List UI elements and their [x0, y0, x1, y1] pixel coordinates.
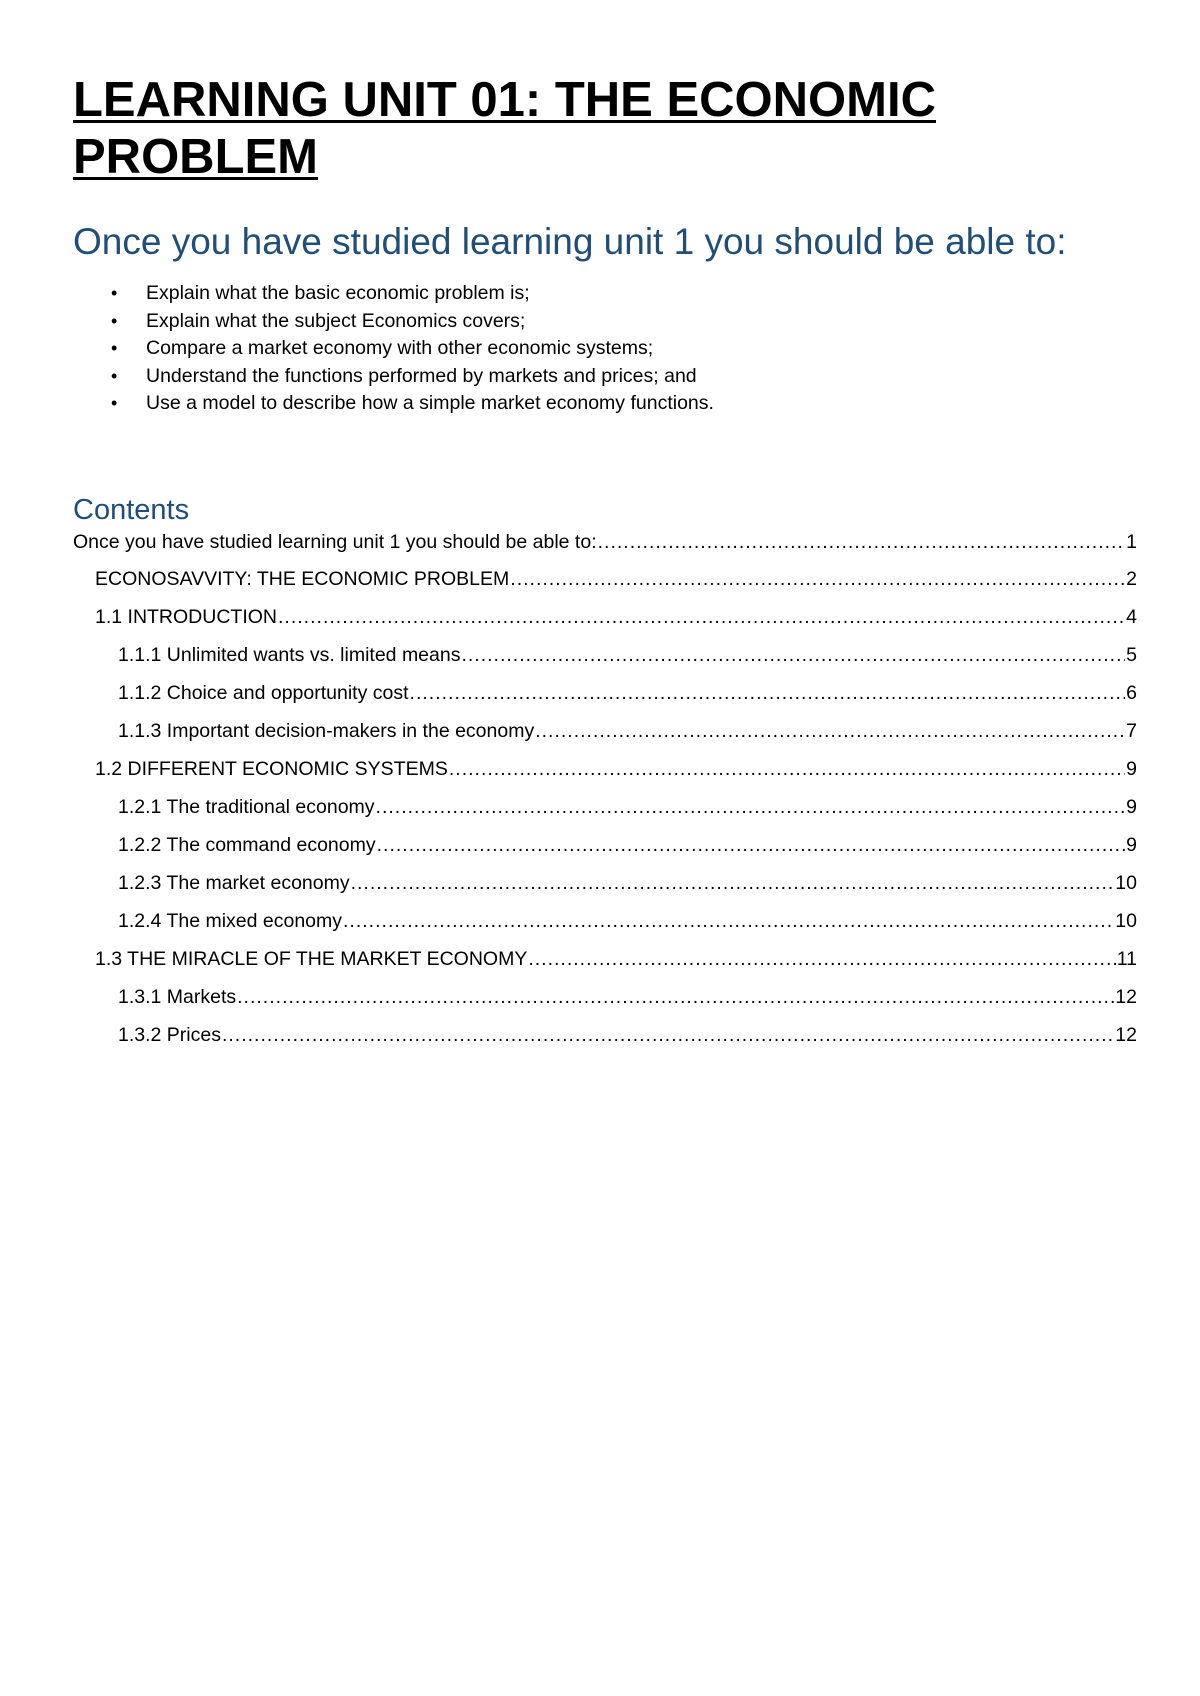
objective-text: Compare a market economy with other economic systems; — [146, 337, 654, 359]
toc-page-number: 2 — [1126, 567, 1137, 590]
toc-entry-text: 1.3 THE MIRACLE OF THE MARKET ECONOMY — [95, 947, 528, 970]
toc-entry-text: 1.2.4 The mixed economy — [118, 909, 343, 932]
toc-page-number: 6 — [1126, 681, 1137, 704]
list-item — [73, 335, 1137, 363]
toc-entry-command-economy[interactable] — [73, 826, 1137, 864]
toc-entry-text: 1.2.3 The market economy — [118, 871, 350, 894]
toc-entry-text: 1.2 DIFFERENT ECONOMIC SYSTEMS — [95, 757, 448, 780]
toc-page-number: 1 — [1126, 530, 1137, 553]
list-item — [73, 363, 1137, 391]
bullet-icon: • — [111, 310, 118, 331]
objective-text: Explain what the basic economic problem is; — [146, 282, 530, 304]
list-item — [73, 308, 1137, 336]
toc-entry-mixed-economy[interactable] — [73, 902, 1137, 940]
toc-leader-dots — [510, 560, 1125, 598]
toc-entry-text: 1.1 INTRODUCTION — [95, 605, 278, 628]
list-item — [73, 280, 1137, 308]
toc-page-number: 9 — [1126, 833, 1137, 856]
bullet-icon: • — [111, 393, 118, 413]
toc-leader-dots — [377, 826, 1126, 864]
toc-entry-econosavvity[interactable] — [73, 560, 1137, 598]
toc-page-number: 10 — [1115, 871, 1137, 894]
bullet-icon: • — [111, 338, 118, 358]
toc-entry-objectives[interactable] — [73, 528, 1137, 560]
toc-page-number: 10 — [1115, 909, 1137, 932]
document-page — [73, 72, 1137, 1054]
list-item — [73, 390, 1137, 418]
toc-page-number: 12 — [1115, 985, 1137, 1008]
toc-page-number: 5 — [1126, 643, 1137, 666]
toc-entry-economic-systems[interactable] — [73, 750, 1137, 788]
toc-entry-unlimited-wants[interactable] — [73, 636, 1137, 674]
toc-page-number: 7 — [1126, 719, 1137, 742]
toc-page-number: 9 — [1126, 795, 1137, 818]
toc-leader-dots — [376, 788, 1126, 826]
toc-entry-introduction[interactable] — [73, 598, 1137, 636]
toc-page-number: 4 — [1126, 605, 1137, 628]
toc-entry-text: 1.2.1 The traditional economy — [118, 795, 375, 818]
objective-text: Use a model to describe how a simple market economy functions. — [146, 392, 714, 414]
toc-leader-dots — [528, 940, 1115, 978]
toc-entry-markets[interactable] — [73, 978, 1137, 1016]
toc-page-number: 11 — [1116, 947, 1137, 970]
toc-entry-text: 1.3.2 Prices — [118, 1023, 221, 1046]
toc-entry-miracle-market-economy[interactable] — [73, 940, 1137, 978]
objective-text: Explain what the subject Economics covers; — [146, 309, 526, 332]
toc-entry-choice-opportunity-cost[interactable] — [73, 674, 1137, 712]
toc-leader-dots — [461, 636, 1125, 674]
toc-entry-text: Once you have studied learning unit 1 you should be able to: — [73, 530, 597, 553]
contents-heading: Contents — [73, 493, 190, 526]
toc-leader-dots — [278, 598, 1125, 636]
toc-leader-dots — [351, 864, 1115, 902]
objective-text: Understand the functions performed by markets and prices; and — [146, 364, 697, 387]
toc-leader-dots — [237, 978, 1114, 1016]
toc-entry-market-economy[interactable] — [73, 864, 1137, 902]
toc-entry-decision-makers[interactable] — [73, 712, 1137, 750]
toc-entry-traditional-economy[interactable] — [73, 788, 1137, 826]
bullet-icon: • — [111, 365, 118, 386]
toc-entry-text: 1.2.2 The command economy — [118, 833, 376, 856]
objectives-list — [73, 280, 1137, 418]
toc-entry-text: 1.3.1 Markets — [118, 985, 237, 1008]
toc-entry-text: ECONOSAVVITY: THE ECONOMIC PROBLEM — [95, 567, 510, 590]
toc-entry-text: 1.1.3 Important decision-makers in the economy — [118, 719, 535, 742]
toc-leader-dots — [222, 1016, 1114, 1054]
toc-leader-dots — [535, 712, 1125, 750]
table-of-contents — [73, 528, 1137, 1054]
toc-entry-text: 1.1.1 Unlimited wants vs. limited means — [118, 643, 461, 666]
toc-page-number: 12 — [1115, 1023, 1137, 1046]
toc-leader-dots — [598, 528, 1126, 556]
objectives-heading: Once you have studied learning unit 1 you should be able to: — [73, 221, 1067, 262]
toc-leader-dots — [449, 750, 1125, 788]
toc-leader-dots — [410, 674, 1126, 712]
toc-page-number: 9 — [1126, 757, 1137, 780]
toc-entry-text: 1.1.2 Choice and opportunity cost — [118, 681, 409, 704]
bullet-icon: • — [111, 283, 118, 303]
toc-leader-dots — [343, 902, 1114, 940]
page-title: LEARNING UNIT 01: THE ECONOMIC PROBLEM — [73, 73, 936, 184]
toc-entry-prices[interactable] — [73, 1016, 1137, 1054]
